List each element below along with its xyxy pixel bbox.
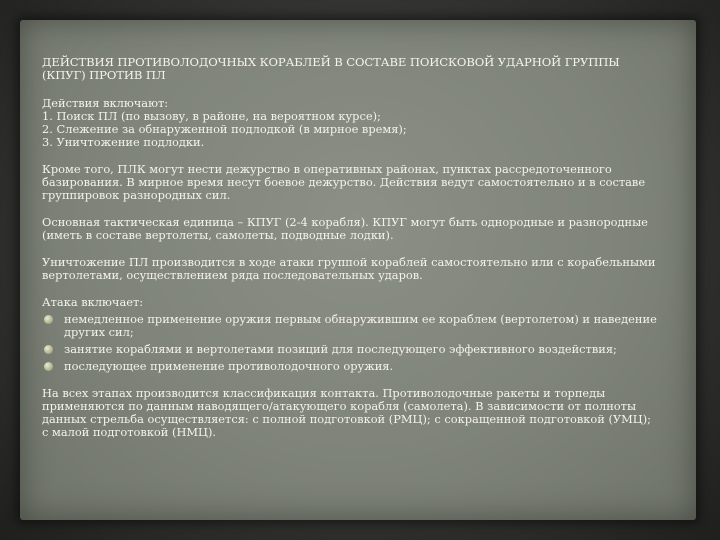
list-item [42, 360, 658, 373]
list-item [42, 313, 658, 339]
actions-block [42, 97, 658, 149]
classification-paragraph: На всех этапах производится классификация контакта. Противолодочные ракеты и торпеды применяются по данным наводящего/атакующего корабля (самолета). В зависимости от полноты данных стрельба осуществляется: с полной подготовкой (РМЦ); с сокращенной подготовкой (УМЦ); с малой подготовкой (НМЦ). [42, 386, 652, 439]
slide-content [42, 56, 658, 453]
actions-item: 3. Уничтожение подлодки. [42, 135, 205, 149]
slide-title: ДЕЙСТВИЯ ПРОТИВОЛОДОЧНЫХ КОРАБЛЕЙ В СОСТАВЕ ПОИСКОВОЙ УДАРНОЙ ГРУППЫ (КПУГ) ПРОТИВ ПЛ [42, 55, 620, 82]
slide [20, 20, 696, 520]
actions-item: 1. Поиск ПЛ (по вызову, в районе, на вероятном курсе); [42, 109, 381, 123]
attack-intro: Атака включает: [42, 295, 144, 309]
actions-item: 2. Слежение за обнаруженной подлодкой (в мирное время); [42, 122, 407, 136]
attack-bullet-text: последующее применение противолодочного оружия. [64, 359, 394, 373]
attack-list [42, 313, 658, 373]
tactical-unit-paragraph: Основная тактическая единица – КПУГ (2-4 корабля). КПУГ могут быть однородные и разнородные (иметь в составе вертолеты, самолеты, подводные лодки). [42, 215, 648, 242]
duty-paragraph: Кроме того, ПЛК могут нести дежурство в оперативных районах, пунктах рассредоточенного базирования. В мирное время несут боевое дежурство. Действия ведут самостоятельно и в составе группировок разнородных сил. [42, 162, 646, 202]
actions-intro: Действия включают: [42, 96, 169, 110]
round-bullet-icon [44, 345, 53, 354]
attack-bullet-text: немедленное применение оружия первым обнаружившим ее кораблем (вертолетом) и наведение других сил; [64, 312, 657, 339]
attack-bullet-text: занятие кораблями и вертолетами позиций для последующего эффективного воздействия; [64, 342, 617, 356]
list-item [42, 343, 658, 356]
round-bullet-icon [44, 362, 53, 371]
round-bullet-icon [44, 315, 53, 324]
destruction-paragraph: Уничтожение ПЛ производится в ходе атаки группой кораблей самостоятельно или с корабельными вертолетами, осуществлением ряда последовательных ударов. [42, 255, 656, 282]
